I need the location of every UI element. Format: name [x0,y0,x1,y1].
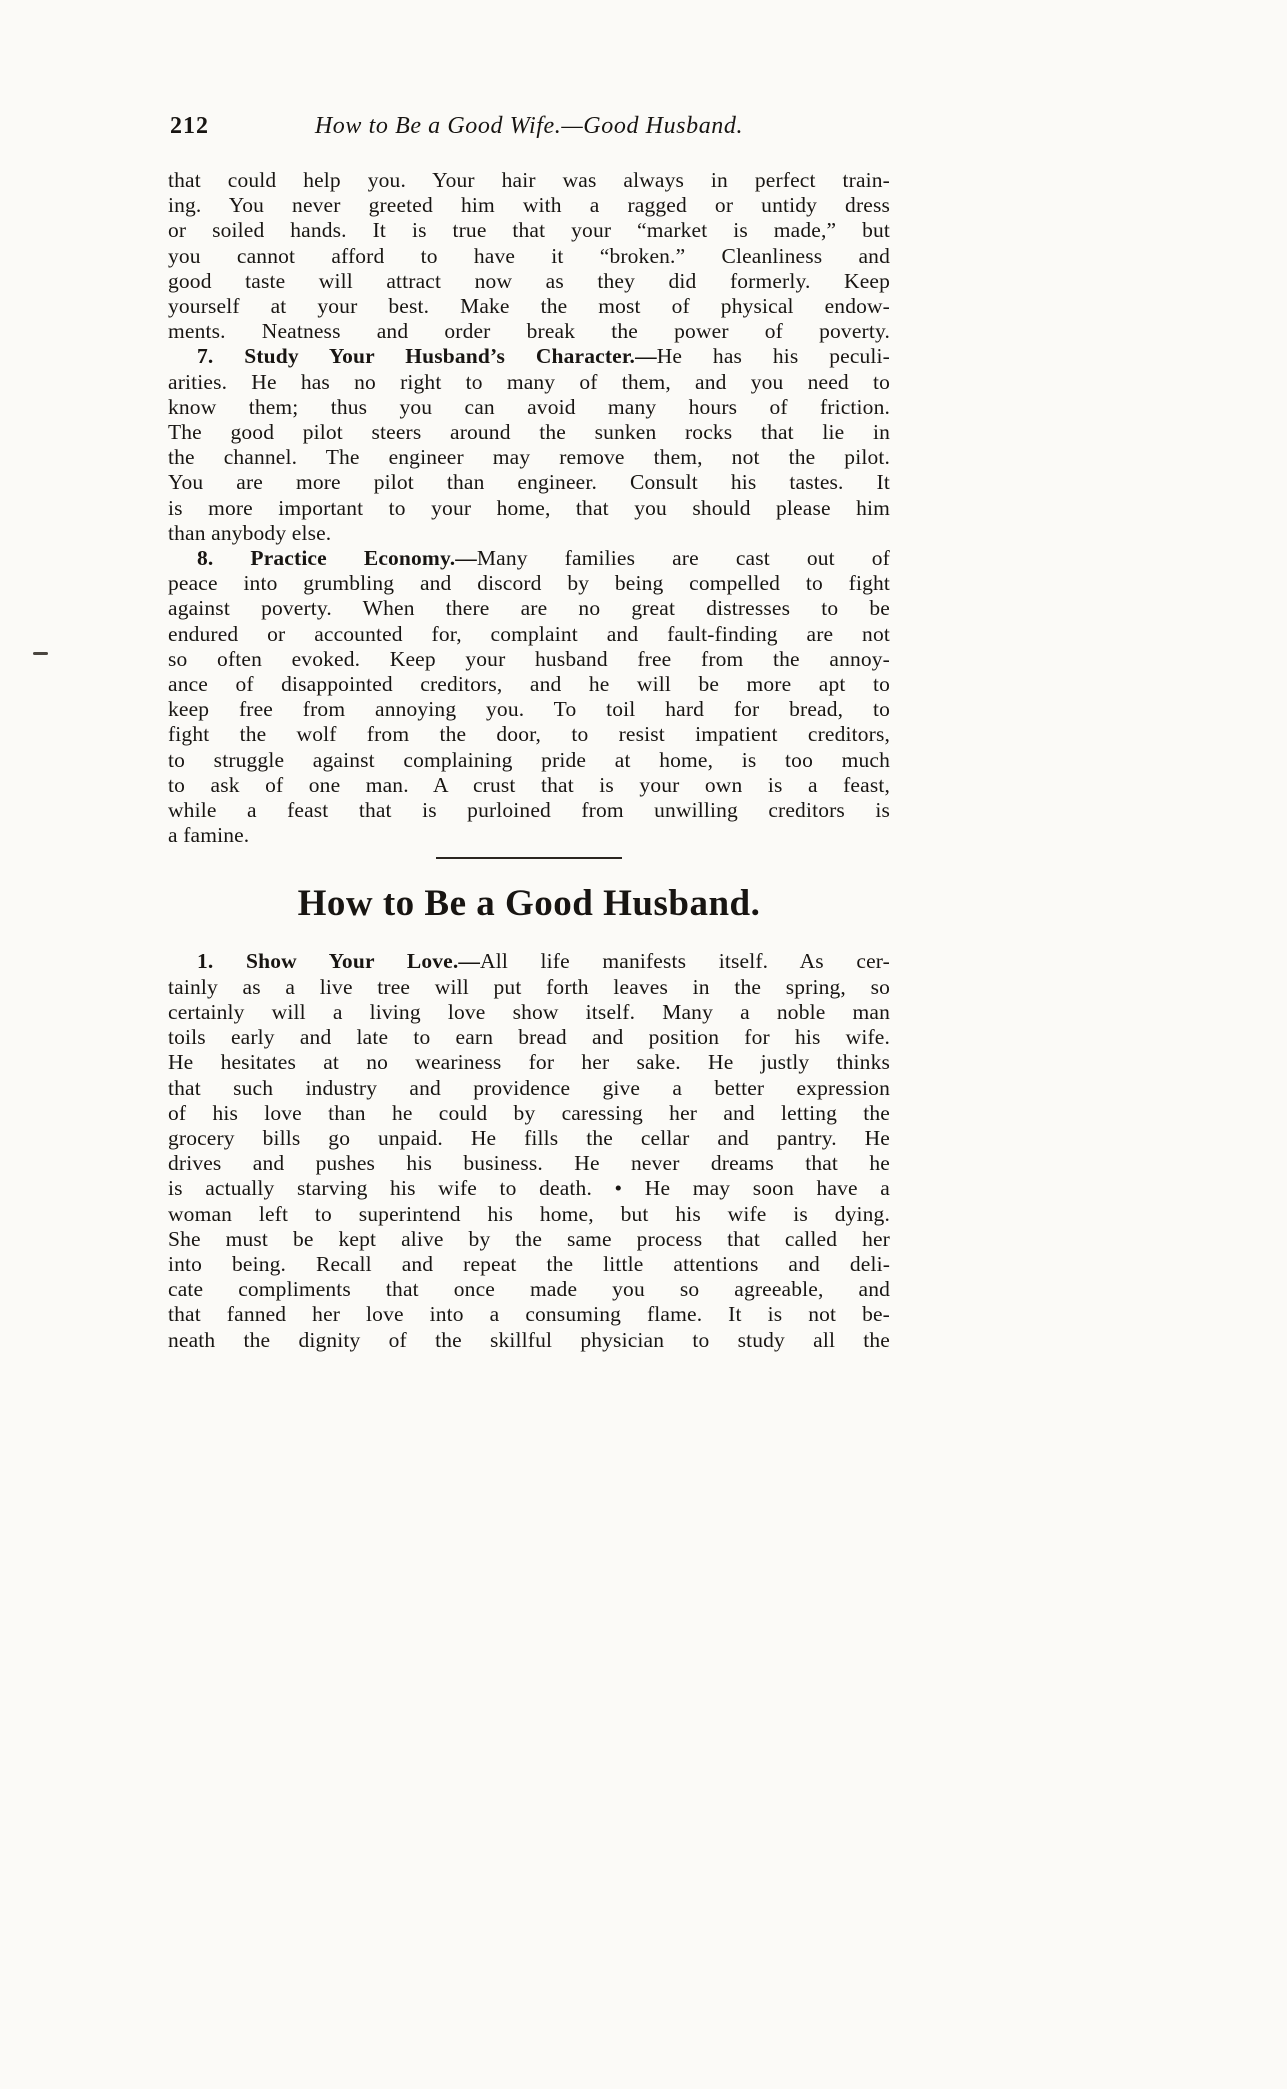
text-line: neath the dignity of the skillful physician to study all the [168,1327,890,1352]
text-line: She must be kept alive by the same process that called her [168,1226,890,1251]
section-heading: How to Be a Good Husband. [297,883,761,925]
text-line: The good pilot steers around the sunken rocks that lie in [168,420,890,445]
text-line: certainly will a living love show itself. Many a noble man [168,999,890,1024]
text-line: fight the wolf from the door, to resist impatient creditors, [168,722,890,747]
text-line: ments. Neatness and order break the power of poverty. [168,319,890,344]
text-line: good taste will attract now as they did formerly. Keep [168,268,890,293]
text-line: against poverty. When there are no great distresses to be [168,596,890,621]
text-line: You are more pilot than engineer. Consult his tastes. It [168,470,890,495]
page-number: 212 [170,113,209,139]
text-line: keep free from annoying you. To toil hard for bread, to [168,697,890,722]
paragraph-lead: 8. Practice Economy.— [197,546,477,571]
text-line: know them; thus you can avoid many hours of friction. [168,394,890,419]
paragraph [168,546,890,848]
text-line: ing. You never greeted him with a ragged or untidy dress [168,193,890,218]
section-divider [436,857,622,859]
text-line: arities. He has no right to many of them, and you need to [168,369,890,394]
text-line: woman left to superintend his home, but his wife is dying. [168,1201,890,1226]
text-line: cate compliments that once made you so agreeable, and [168,1277,890,1302]
scan-artifact-dash [33,652,48,655]
paragraph [168,344,890,546]
text-line: endured or accounted for, complaint and fault-finding are not [168,621,890,646]
text-line: 8. Practice Economy.—Many families are cast out of [197,546,890,571]
text-line: while a feast that is purloined from unwilling creditors is [168,798,890,823]
paragraph-lead: 1. Show Your Love.— [197,949,481,974]
page-content [168,112,890,1353]
paragraph-lead: 7. Study Your Husband’s Character.— [197,344,657,369]
text-line: that fanned her love into a consuming flame. It is not be- [168,1302,890,1327]
text-line: peace into grumbling and discord by being compelled to fight [168,571,890,596]
text-line: is more important to your home, that you should please him [168,495,890,520]
text-line: or soiled hands. It is true that your “market is made,” but [168,218,890,243]
text-line: is actually starving his wife to death. • He may soon have a [168,1176,890,1201]
text-line: to ask of one man. A crust that is your own is a feast, [168,772,890,797]
text-line: so often evoked. Keep your husband free from the annoy- [168,646,890,671]
text-line: 7. Study Your Husband’s Character.—He has his peculi- [197,344,890,369]
text-line: you cannot afford to have it “broken.” Cleanliness and [168,243,890,268]
text-line: ance of disappointed creditors, and he will be more apt to [168,672,890,697]
text-line: yourself at your best. Make the most of physical endow- [168,294,890,319]
paragraph [168,949,890,1352]
text-line: 1. Show Your Love.—All life manifests itself. As cer- [197,949,890,974]
paragraph [168,168,890,344]
text-line: that could help you. Your hair was always in perfect train- [168,168,890,192]
text-line: grocery bills go unpaid. He fills the cellar and pantry. He [168,1125,890,1150]
text-line: into being. Recall and repeat the little attentions and deli- [168,1251,890,1276]
text-line: a famine. [168,823,250,848]
text-line: that such industry and providence give a better expression [168,1075,890,1100]
text-line: drives and pushes his business. He never dreams that he [168,1151,890,1176]
page-body [168,168,890,1353]
running-title: How to Be a Good Wife.—Good Husband. [314,113,744,139]
page-header [168,112,890,140]
text-line: of his love than he could by caressing her and letting the [168,1100,890,1125]
text-line: to struggle against complaining pride at home, is too much [168,747,890,772]
text-line: than anybody else. [168,520,332,545]
text-line: He hesitates at no weariness for her sake. He justly thinks [168,1050,890,1075]
text-line: the channel. The engineer may remove them, not the pilot. [168,445,890,470]
text-line: tainly as a live tree will put forth leaves in the spring, so [168,974,890,999]
text-line: toils early and late to earn bread and position for his wife. [168,1025,890,1050]
